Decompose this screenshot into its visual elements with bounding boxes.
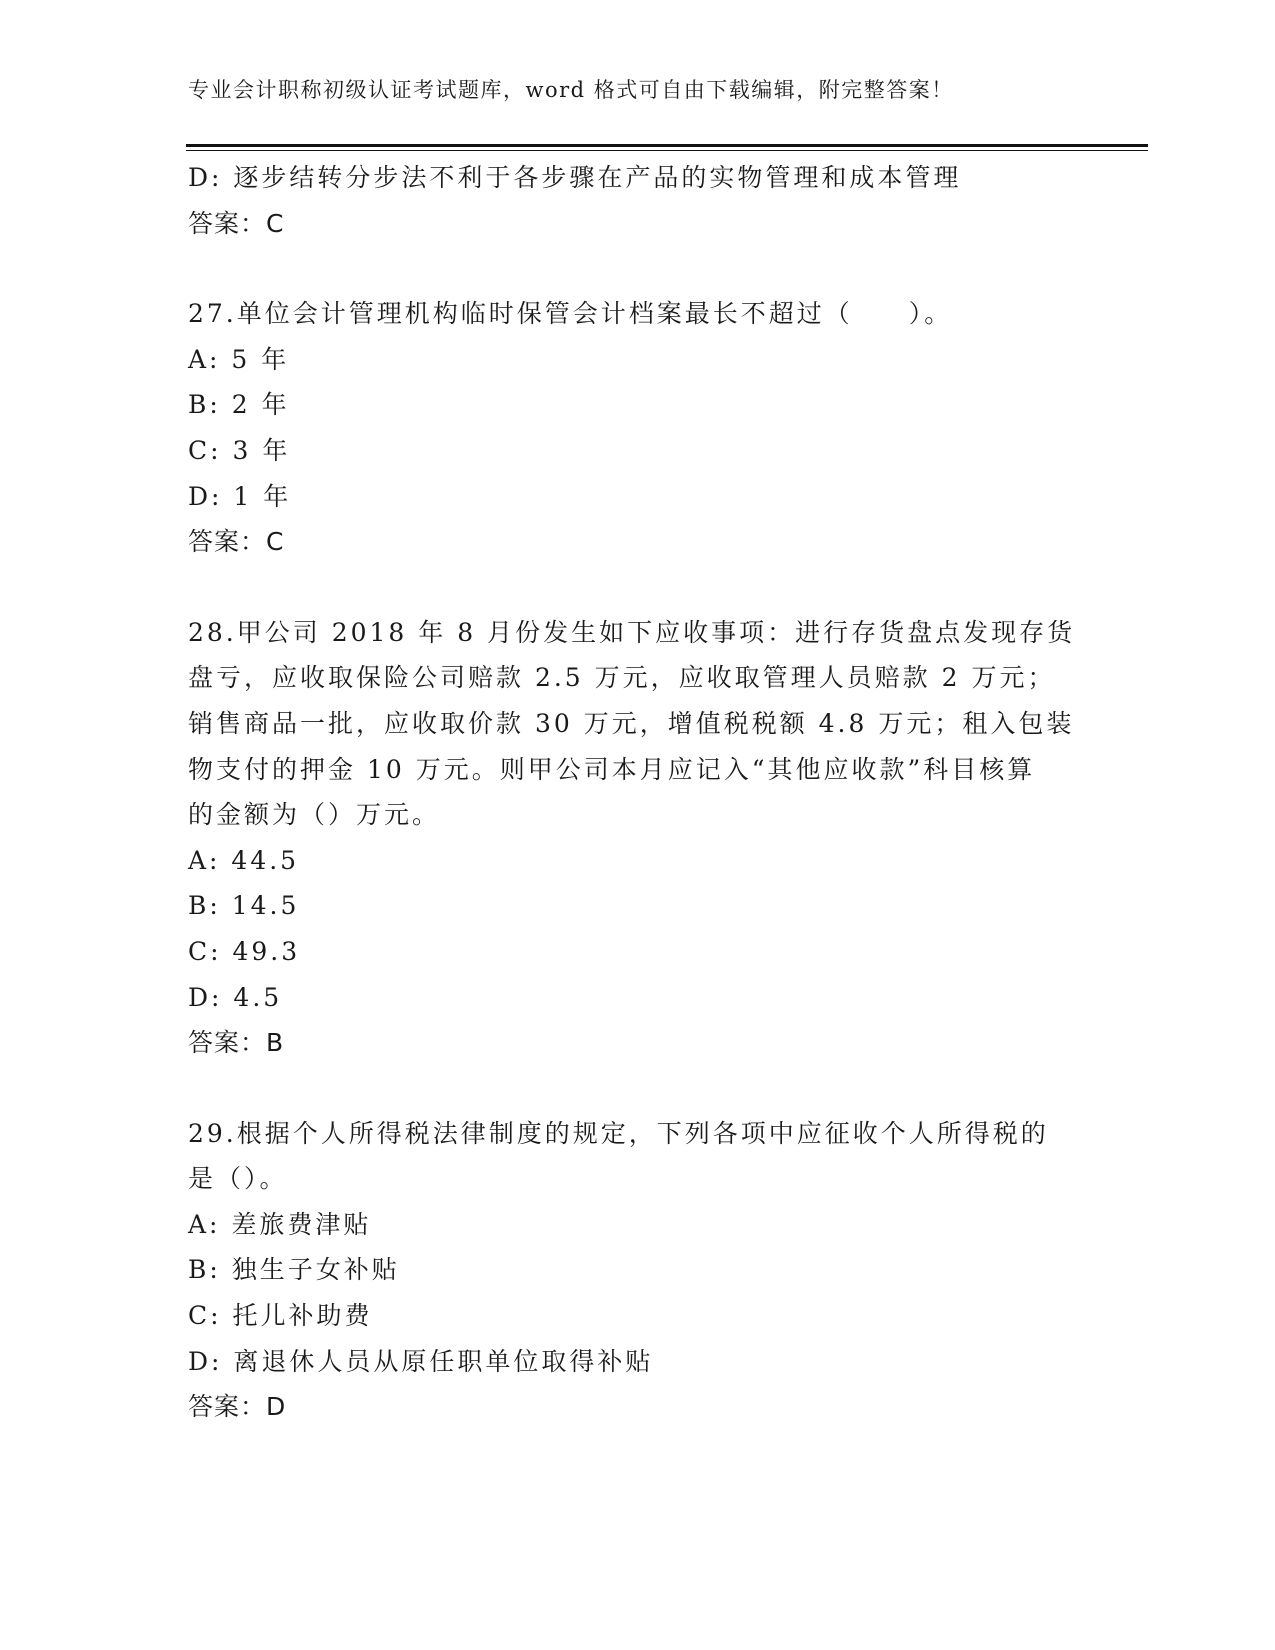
question-text-line: 的金额为（）万元。 — [188, 800, 441, 830]
spacer — [188, 246, 1088, 291]
option-d: D: 离退休人员从原任职单位取得补贴 — [188, 1346, 654, 1376]
option-b: B: 2 年 — [188, 390, 290, 420]
document-body — [188, 155, 1088, 1430]
header-rule-thick — [186, 144, 1148, 147]
question-27 — [188, 291, 1088, 565]
question-text-line: 27.单位会计管理机构临时保管会计档案最长不超过（ ）。 — [188, 299, 953, 329]
option-b: B: 独生子女补贴 — [188, 1255, 400, 1285]
option-a: A: 差旅费津贴 — [188, 1209, 372, 1239]
option-c: C: 49.3 — [188, 936, 301, 966]
question-text-line: 销售商品一批，应收取价款 30 万元，增值税税额 4.8 万元；租入包装 — [188, 708, 1075, 738]
option-c: C: 托儿补助费 — [188, 1301, 373, 1331]
page-header: 专业会计职称初级认证考试题库，word 格式可自由下载编辑，附完整答案！ — [188, 78, 954, 102]
header-rule-thin — [186, 150, 1148, 151]
question-26-tail — [188, 155, 1088, 246]
question-text-line: 盘亏，应收取保险公司赔款 2.5 万元，应收取管理人员赔款 2 万元； — [188, 663, 1056, 693]
answer: 答案：D — [188, 1392, 287, 1422]
option-c: C: 3 年 — [188, 435, 291, 465]
option-d: D: 逐步结转分步法不利于各步骤在产品的实物管理和成本管理 — [188, 163, 962, 192]
answer: 答案：C — [188, 208, 285, 238]
question-text-line: 28.甲公司 2018 年 8 月份发生如下应收事项：进行存货盘点发现存货 — [188, 617, 1076, 647]
question-29 — [188, 1111, 1088, 1430]
spacer — [188, 565, 1088, 610]
question-28 — [188, 610, 1088, 1066]
answer: 答案：B — [188, 1028, 285, 1058]
question-text-line: 物支付的押金 10 万元。则甲公司本月应记入“其他应收款”科目核算 — [188, 754, 1036, 784]
option-a: A: 44.5 — [188, 845, 300, 875]
option-b: B: 14.5 — [188, 891, 300, 921]
question-text-line: 29.根据个人所得税法律制度的规定，下列各项中应征收个人所得税的 — [188, 1118, 1049, 1148]
option-a: A: 5 年 — [188, 344, 290, 374]
option-d: D: 1 年 — [188, 481, 292, 511]
question-text-line: 是（）。 — [188, 1164, 288, 1194]
spacer — [188, 1066, 1088, 1111]
answer: 答案：C — [188, 527, 285, 557]
option-d: D: 4.5 — [188, 982, 283, 1012]
